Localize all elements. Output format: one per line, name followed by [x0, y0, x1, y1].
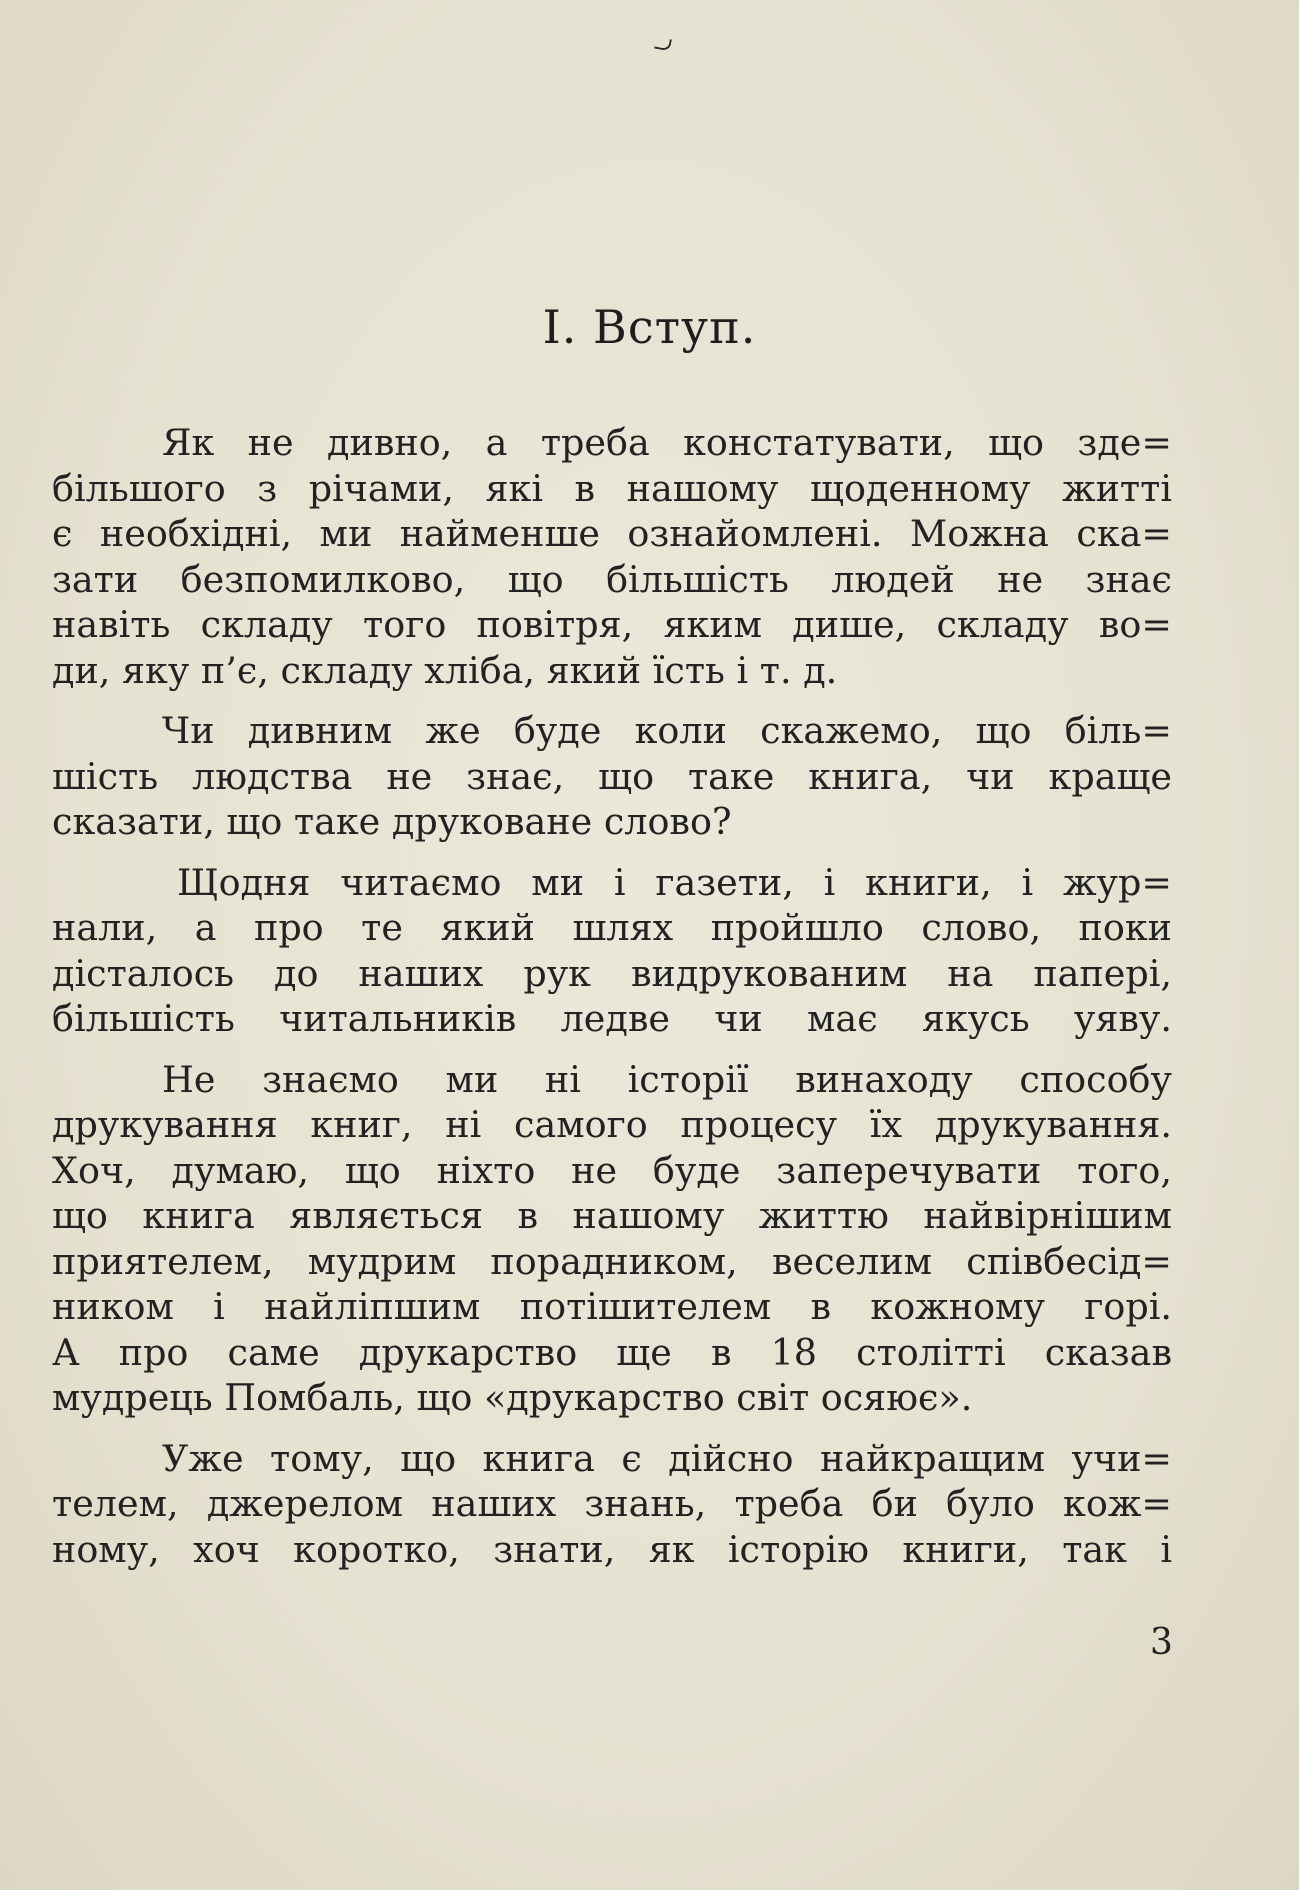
chapter-title: І. Вступ. — [542, 300, 757, 354]
page-number: 3 — [1150, 1622, 1173, 1663]
text-line: більшість читальників ледве чи має якусь уяву. — [52, 997, 1172, 1040]
paragraph-4 — [52, 1057, 1172, 1421]
text-line: є необхідні, ми найменше ознайомлені. Можна ска= — [52, 512, 1172, 555]
text-line: дісталось до наших рук видрукованим на папері, — [52, 951, 1172, 995]
text-line: ному, хоч коротко, знати, як історію книги, так і — [52, 1527, 1172, 1571]
text-line: А про саме друкарство ще в 18 столітті сказав — [52, 1330, 1172, 1374]
text-line: нали, а про те який шлях пройшло слово, поки — [52, 906, 1172, 949]
text-line: мудрець Помбаль, що «друкарство світ осяює». — [52, 1376, 973, 1419]
text-line: телем, джерелом наших знань, треба би було кож= — [52, 1482, 1172, 1525]
text-line: ником і найліпшим потішителем в кожному горі. — [52, 1285, 1172, 1328]
text-line: приятелем, мудрим порадником, веселим співбесід= — [52, 1239, 1172, 1283]
text-line: Щодня читаємо ми і газети, і книги, і жур= — [177, 860, 1172, 904]
text-line: ди, яку п’є, складу хліба, який їсть і т. д. — [52, 648, 838, 692]
text-line: сказати, що таке друковане слово? — [52, 800, 732, 843]
text-line: Не знаємо ми ні історії винаходу способу — [162, 1057, 1172, 1101]
paragraph-1 — [52, 420, 1172, 693]
paragraph-5 — [52, 1436, 1172, 1573]
text-line: шість людства не знає, що таке книга, чи краще — [52, 754, 1172, 798]
text-line: Чи дивним же буде коли скажемо, що біль= — [162, 709, 1172, 752]
body-text — [52, 420, 1172, 1587]
text-line: Як не дивно, а треба констатувати, що зде= — [162, 421, 1172, 464]
ink-mark — [654, 37, 672, 52]
text-line: Хоч, думаю, що ніхто не буде заперечувати того, — [52, 1148, 1172, 1192]
paragraph-3 — [52, 860, 1172, 1042]
text-line: друкування книг, ні самого процесу їх друкування. — [52, 1103, 1172, 1146]
text-line: навіть складу того повітря, яким дише, складу во= — [52, 603, 1172, 646]
text-line: більшого з річами, які в нашому щоденному житті — [52, 466, 1172, 510]
paragraph-2 — [52, 708, 1172, 845]
text-line: зати безпомилково, що більшість людей не знає — [52, 557, 1172, 601]
text-line: Уже тому, що книга є дійсно найкращим учи= — [162, 1436, 1172, 1480]
text-line: що книга являється в нашому життю найвірнішим — [52, 1194, 1172, 1237]
